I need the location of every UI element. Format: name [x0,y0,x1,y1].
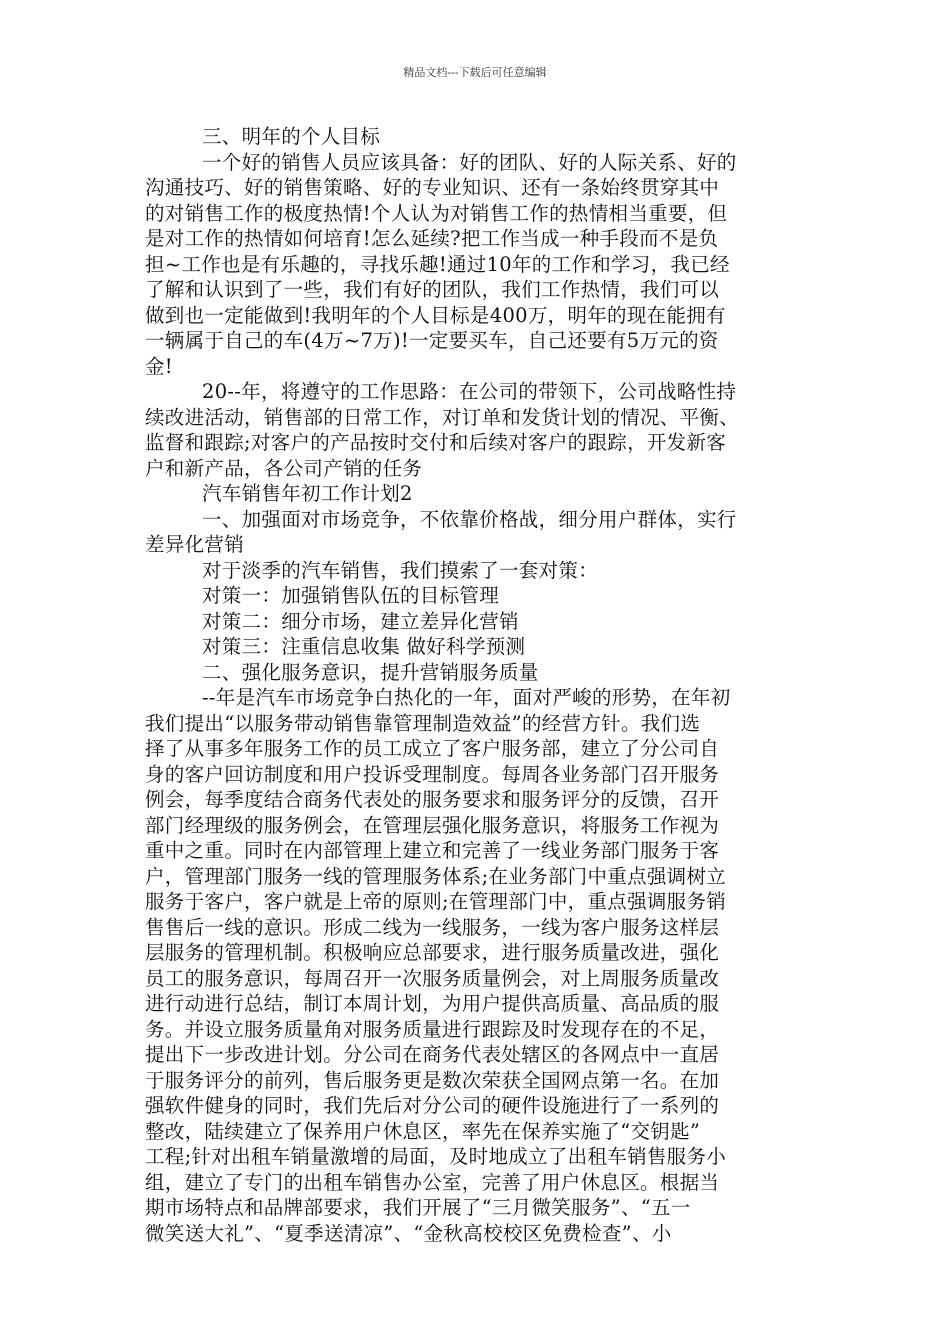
text-line: 了解和认识到了一些，我们有好的团队，我们工作热情，我们可以 [145,278,720,301]
text-line: 续改进活动，销售部的日常工作，对订单和发货计划的情况、平衡、 [145,405,740,429]
text-line: 户，管理部门服务一线的管理服务体系;在业务部门中重点强调树立 [145,864,727,888]
text-line: 期市场特点和品牌部要求，我们开展了“三月微笑服务”、“五一 [145,1196,691,1219]
text-line: 部门经理级的服务例会，在管理层强化服务意识，将服务工作视为 [145,813,720,837]
text-line: 对策二：细分市场，建立差异化营销 [202,609,519,633]
text-line: 担~工作也是有乐趣的，寻找乐趣!通过10年的工作和学习，我已经 [145,252,730,276]
text-line: 一、加强面对市场竞争，不依靠价格战，细分用户群体，实行 [202,507,737,531]
text-line: 监督和跟踪;对客户的产品按时交付和后续对客户的跟踪，开发新客 [145,431,727,454]
text-line: --年是汽车市场竞争白热化的一年，面对严峻的形势，在年初 [202,686,731,709]
text-line: 服务于客户，客户就是上帝的原则;在管理部门中，重点强调服务销 [145,890,727,913]
text-line: 是对工作的热情如何培育!怎么延续?把工作当成一种手段而不是负 [145,227,719,250]
text-line: 一辆属于自己的车(4万~7万)!一定要买车，自己还要有5万元的资 [145,329,719,352]
text-line: 对于淡季的汽车销售，我们摸索了一套对策： [202,558,599,582]
text-line: 的对销售工作的极度热情!个人认为对销售工作的热情相当重要，但 [145,201,728,225]
text-line: 进行动进行总结，制订本周计划，为用户提供高质量、高品质的服 [145,992,720,1015]
text-line: 沟通技巧、好的销售策略、好的专业知识、还有一条始终贯穿其中 [145,176,720,199]
text-line: 员工的服务意识，每周召开一次服务质量例会，对上周服务质量改 [145,966,720,990]
text-line: 择了从事多年服务工作的员工成立了客户服务部，建立了分公司自 [145,737,720,760]
text-line: 对策一：加强销售队伍的目标管理 [202,584,500,607]
text-line: 二、强化服务意识，提升营销服务质量 [202,660,539,684]
text-line: 强软件健身的同时，我们先后对分公司的硬件设施进行了一系列的 [145,1094,720,1117]
text-line: 20--年，将遵守的工作思路：在公司的带领下，公司战略性持 [202,380,737,403]
text-line: 工程;针对出租车销量激增的局面，及时地成立了出租车销售服务小 [145,1145,727,1168]
text-line: 务。并设立服务质量角对服务质量进行跟踪及时发现存在的不足， [145,1017,720,1041]
text-line: 做到也一定能做到!我明年的个人目标是400万，明年的现在能拥有 [145,303,726,327]
text-line: 身的客户回访制度和用户投诉受理制度。每周各业务部门召开服务 [145,762,720,786]
text-line: 组，建立了专门的出租车销售办公室，完善了用户休息区。根据当 [145,1170,720,1194]
text-line: 微笑送大礼”、“夏季送清凉”、“金秋高校校区免费检查”、小 [145,1221,672,1245]
text-line: 户和新产品，各公司产销的任务 [145,456,423,480]
document-body [145,124,810,1246]
text-line: 差异化营销 [145,533,245,556]
page-header: 精品文档---下载后可任意编辑 [403,66,547,79]
text-line: 售售后一线的意识。形成二线为一线服务，一线为客户服务这样层 [145,915,720,939]
text-line: 三、明年的个人目标 [202,125,381,148]
text-line: 对策三：注重信息收集 做好科学预测 [202,635,526,658]
text-line: 我们提出“以服务带动销售靠管理制造效益”的经营方针。我们选 [145,711,701,735]
text-line: 一个好的销售人员应该具备：好的团队、好的人际关系、好的 [202,150,737,174]
text-line: 整改，陆续建立了保养用户休息区，率先在保养实施了“交钥匙” [145,1119,701,1143]
text-line: 层服务的管理机制。积极响应总部要求，进行服务质量改进，强化 [145,941,720,964]
text-line: 提出下一步改进计划。分公司在商务代表处辖区的各网点中一直居 [145,1043,720,1066]
text-line: 重中之重。同时在内部管理上建立和完善了一线业务部门服务于客 [145,839,720,862]
text-line: 金! [145,354,173,378]
text-line: 于服务评分的前列，售后服务更是数次荣获全国网点第一名。在加 [145,1068,720,1092]
text-line: 例会，每季度结合商务代表处的服务要求和服务评分的反馈，召开 [145,788,720,811]
text-line: 汽车销售年初工作计划2 [202,482,413,505]
